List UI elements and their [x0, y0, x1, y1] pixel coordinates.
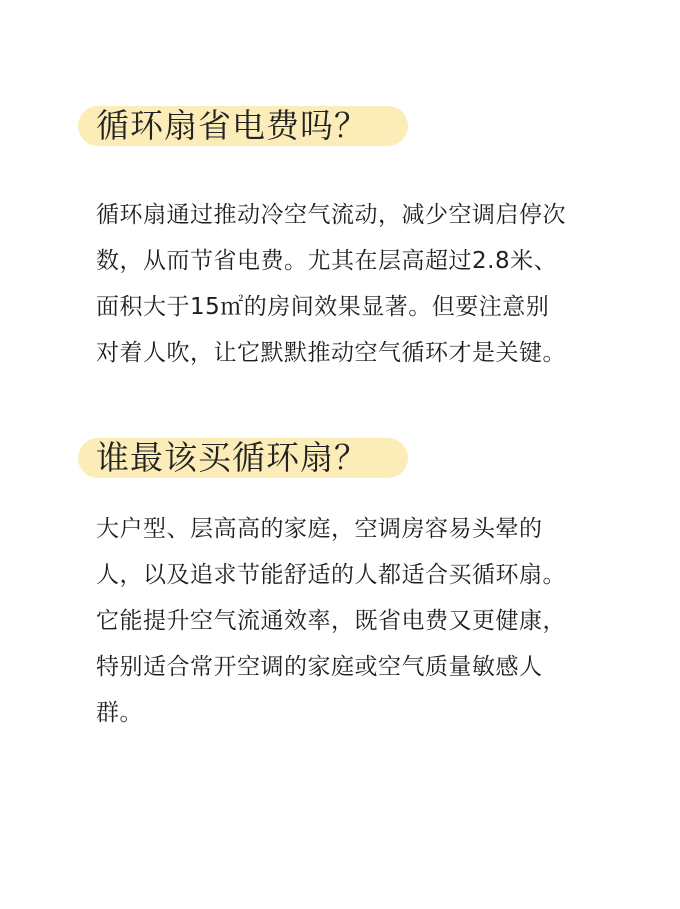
section-heading: 谁最该买循环扇？: [96, 438, 368, 477]
section-heading: 循环扇省电费吗？: [96, 106, 368, 145]
section-energy-saving: [0, 96, 680, 366]
body-line: 对着人吹，让它默默推动空气循环才是关键。: [96, 340, 566, 366]
body-line: 它能提升空气流通效率，既省电费又更健康，: [96, 608, 566, 634]
heading-block: [0, 96, 680, 160]
section-who-should-buy: [0, 428, 680, 726]
section-body: [96, 506, 596, 736]
body-line: 大户型、层高高的家庭，空调房容易头晕的: [96, 516, 543, 542]
body-line: 人，以及追求节能舒适的人都适合买循环扇。: [96, 562, 566, 588]
section-body: [96, 192, 596, 376]
body-line: 面积大于15㎡的房间效果显著。但要注意别: [96, 294, 550, 320]
body-line: 群。: [96, 700, 143, 726]
body-line: 循环扇通过推动冷空气流动，减少空调启停次: [96, 202, 566, 228]
body-line: 特别适合常开空调的家庭或空气质量敏感人: [96, 654, 543, 680]
heading-block: [0, 428, 680, 492]
body-line: 数，从而节省电费。尤其在层高超过2.8米、: [96, 248, 558, 274]
